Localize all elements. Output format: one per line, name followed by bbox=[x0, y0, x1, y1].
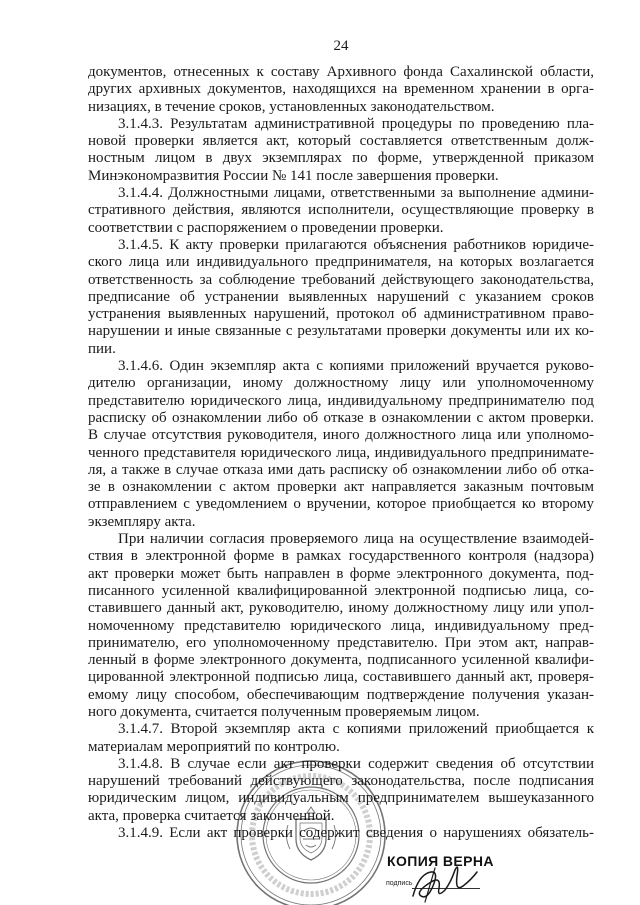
text-line: расписку об ознакомлении либо об отказе в ознакомлении с актом проверки. bbox=[88, 409, 594, 426]
text-line: соответствии с распоряжением о проведении проверки. bbox=[88, 219, 444, 236]
paragraph bbox=[88, 721, 594, 756]
paragraph bbox=[88, 531, 594, 721]
text-line: ставившего данный акт, руководителю, иному должностному лицу или упол- bbox=[88, 600, 594, 617]
text-line: 3.1.4.5. К акту проверки прилагаются объяснения работников юридиче- bbox=[118, 236, 594, 253]
text-line: ностным лицом в двух экземплярах по форме, утвержденной приказом bbox=[88, 150, 594, 167]
text-line: документов, отнесенных к составу Архивного фонда Сахалинской области, bbox=[88, 64, 594, 80]
text-line: ского лица или индивидуального предпринимателя, на которых возлагается bbox=[88, 254, 594, 271]
text-line: дителю организации, иному должностному лицу или уполномоченному bbox=[88, 375, 594, 392]
text-line: ленный в форме электронного документа, подписанного усиленной квалифи- bbox=[88, 652, 594, 669]
text-line: представителю юридического лица, индивидуальному предпринимателю под bbox=[88, 392, 594, 409]
text-line: зе в ознакомлении с актом проверки акт направляется заказным почтовым bbox=[88, 479, 594, 496]
paragraph bbox=[88, 358, 594, 531]
paragraph bbox=[88, 237, 594, 358]
text-line: акт проверки может быть направлен в форме электронного документа, под- bbox=[88, 565, 594, 582]
text-line: 3.1.4.7. Второй экземпляр акта с копиями приложений приобщается к bbox=[118, 721, 594, 738]
paragraph bbox=[88, 756, 594, 825]
text-line: 3.1.4.6. Один экземпляр акта с копиями приложений вручается руково- bbox=[118, 358, 594, 375]
text-line: ченного представителя юридического лица, индивидуального предпринимате- bbox=[88, 444, 594, 461]
text-line: 3.1.4.9. Если акт проверки содержит сведения о нарушениях обязатель- bbox=[118, 825, 594, 842]
text-line: При наличии согласия проверяемого лица на осуществление взаимодей- bbox=[118, 531, 594, 548]
text-line: акта, проверка считается законченной. bbox=[88, 807, 335, 824]
copy-certified-stamp: КОПИЯ ВЕРНА bbox=[387, 853, 494, 869]
text-line: отправлением с уведомлением о вручении, которое приобщается ко второму bbox=[88, 496, 594, 513]
text-line: Минэкономразвития России № 141 после завершения проверки. bbox=[88, 167, 499, 184]
text-line: В случае отсутствия руководителя, иного должностного лица или уполномо- bbox=[88, 427, 594, 444]
text-line: ля, а также в случае отказа ими дать расписку об ознакомлении либо об отка- bbox=[88, 461, 594, 478]
text-line: предписание об устранении выявленных нарушений с указанием сроков bbox=[88, 288, 594, 305]
text-line: ответственность за соблюдение требований действующего законодательства, bbox=[88, 271, 594, 288]
paragraph bbox=[88, 825, 594, 842]
paragraph bbox=[88, 64, 594, 116]
paragraph bbox=[88, 116, 594, 185]
paragraph bbox=[88, 185, 594, 237]
text-line: экземпляру акта. bbox=[88, 513, 196, 530]
text-line: пии. bbox=[88, 340, 116, 357]
text-line: ного документа, считается полученным проверяемым лицом. bbox=[88, 703, 480, 720]
signature-line bbox=[412, 888, 480, 889]
text-line: устранения выявленных нарушений, протокол об административном право- bbox=[88, 306, 594, 323]
text-line: принимателю, его уполномоченному представителю. При этом акт, направ- bbox=[88, 634, 594, 651]
text-line: низациях, в течение сроков, установленных законодательством. bbox=[88, 98, 495, 115]
text-line: емому лицу способом, обеспечивающим подтверждение получения указан- bbox=[88, 686, 594, 703]
text-line: 3.1.4.8. В случае если акт проверки содержит сведения об отсутствии bbox=[118, 755, 594, 772]
text-line: 3.1.4.4. Должностными лицами, ответственными за выполнение админи- bbox=[118, 185, 594, 202]
text-line: стративного действия, являются исполнители, осуществляющие проверку в bbox=[88, 202, 594, 219]
document-body bbox=[88, 64, 594, 842]
text-line: писанного усиленной квалифицированной электронной подписью лица, со- bbox=[88, 582, 594, 599]
text-line: новой проверки является акт, который составляется ответственным долж- bbox=[88, 133, 594, 150]
page-number: 24 bbox=[333, 38, 349, 54]
text-line: нарушении и иные связанные с результатами проверки документы или их ко- bbox=[88, 323, 594, 340]
text-line: других архивных документов, находящихся на временном хранении в орга- bbox=[88, 81, 594, 98]
text-line: нарушений требований действующего законодательства, после подписания bbox=[88, 773, 594, 790]
signature-label: подпись bbox=[386, 880, 413, 887]
text-line: номоченному представителю юридического лица, индивидуальному пред- bbox=[88, 617, 594, 634]
text-line: юридическим лицом, индивидуальным предпринимателем вышеуказанного bbox=[88, 790, 594, 807]
text-line: цированной электронной подписью лица, составившего данный акт, проверя- bbox=[88, 669, 594, 686]
text-line: 3.1.4.3. Результатам административной процедуры по проведению пла- bbox=[118, 115, 594, 132]
text-line: ствия в электронной форме в рамках государственного контроля (надзора) bbox=[88, 548, 594, 565]
text-line: материалам мероприятий по контролю. bbox=[88, 738, 340, 755]
